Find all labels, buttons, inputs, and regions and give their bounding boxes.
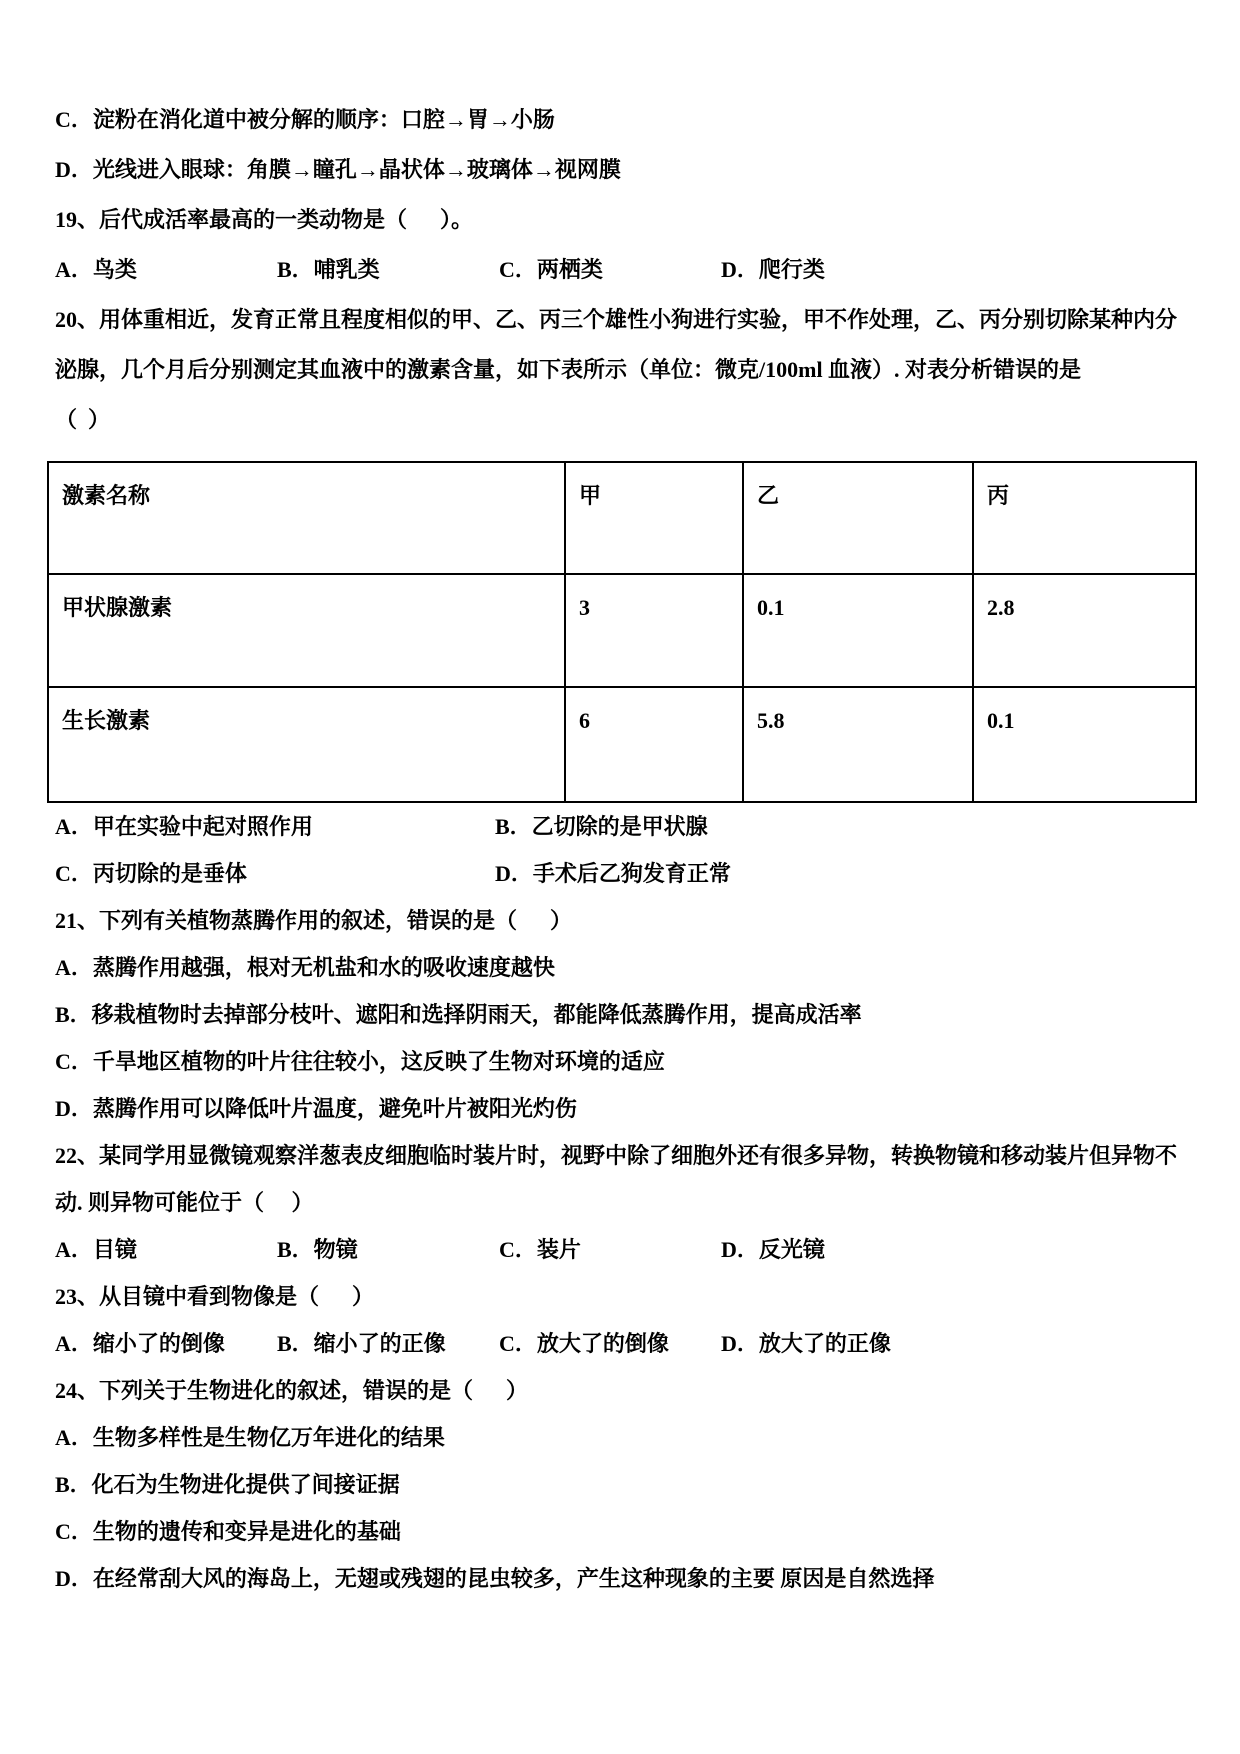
q20-option-d: D．手术后乙狗发育正常 [495,861,731,886]
cell-thyroid-bing: 2.8 [973,574,1196,687]
q24-option-a: A．生物多样性是生物亿万年进化的结果 [55,1425,445,1450]
q22-option-c: C．装片 [499,1237,581,1262]
q23-option-b: B．缩小了的正像 [277,1331,446,1356]
q20-option-b: B．乙切除的是甲状腺 [495,814,708,839]
q18-option-d: D．光线进入眼球：角膜→瞳孔→晶状体→玻璃体→视网膜 [55,157,621,182]
q20-options-row1 [55,803,1195,850]
q24-option-c: C．生物的遗传和变异是进化的基础 [55,1519,401,1544]
q21-option-c: C．千旱地区植物的叶片往往较小，这反映了生物对环境的适应 [55,1049,665,1074]
q23-stem: 23、从目镜中看到物像是（ ） [55,1284,375,1309]
q22-option-b: B．物镜 [277,1237,358,1262]
q21-option-d: D．蒸腾作用可以降低叶片温度，避免叶片被阳光灼伤 [55,1096,577,1121]
q22-stem-line1: 22、某同学用显微镜观察洋葱表皮细胞临时装片时，视野中除了细胞外还有很多异物，转换物镜和移动装片但异物不 [55,1143,1178,1168]
q20-option-c: C．丙切除的是垂体 [55,861,247,886]
q18-option-c: C．淀粉在消化道中被分解的顺序：口腔→胃→小肠 [55,107,555,132]
cell-growth-label: 生长激素 [48,687,565,802]
q24-option-b: B．化石为生物进化提供了间接证据 [55,1472,400,1497]
q20-stem-line3: （ ） [55,407,111,432]
q23-option-d: D．放大了的正像 [721,1331,891,1356]
header-cell-bing: 丙 [973,462,1196,574]
q23-option-c: C．放大了的倒像 [499,1331,669,1356]
header-cell-hormone-name: 激素名称 [48,462,565,574]
table-row-thyroid [48,574,1196,687]
q19-stem: 19、后代成活率最高的一类动物是（ ）。 [55,207,474,232]
q19-option-a: A．鸟类 [55,257,137,282]
hormone-table [47,461,1197,803]
q19-options-row [55,245,1195,295]
q22-option-a: A．目镜 [55,1237,137,1262]
q19-option-d: D．爬行类 [721,257,825,282]
q23-options-row [55,1320,1195,1367]
q21-option-b: B．移栽植物时去掉部分枝叶、遮阳和选择阴雨天，都能降低蒸腾作用，提高成活率 [55,1002,862,1027]
cell-thyroid-yi: 0.1 [743,574,973,687]
cell-thyroid-label: 甲状腺激素 [48,574,565,687]
q19-option-c: C．两栖类 [499,257,603,282]
q23-option-a: A．缩小了的倒像 [55,1331,225,1356]
table-header-row [48,462,1196,574]
header-cell-jia: 甲 [565,462,743,574]
cell-thyroid-jia: 3 [565,574,743,687]
q22-options-row [55,1226,1195,1273]
q21-option-a: A．蒸腾作用越强，根对无机盐和水的吸收速度越快 [55,955,555,980]
q21-stem: 21、下列有关植物蒸腾作用的叙述，错误的是（ ） [55,908,573,933]
q24-stem: 24、下列关于生物进化的叙述，错误的是（ ） [55,1378,529,1403]
table-row-growth [48,687,1196,802]
cell-growth-bing: 0.1 [973,687,1196,802]
cell-growth-jia: 6 [565,687,743,802]
q22-option-d: D．反光镜 [721,1237,825,1262]
q19-option-b: B．哺乳类 [277,257,380,282]
q24-option-d: D．在经常刮大风的海岛上，无翅或残翅的昆虫较多，产生这种现象的主要 原因是自然选择 [55,1566,935,1591]
q20-stem-line1: 20、用体重相近，发育正常且程度相似的甲、乙、丙三个雄性小狗进行实验，甲不作处理，乙、丙分别切除某种内分 [55,307,1178,332]
q22-stem-line2: 动. 则异物可能位于（ ） [55,1190,314,1215]
cell-growth-yi: 5.8 [743,687,973,802]
header-cell-yi: 乙 [743,462,973,574]
q20-stem-line2: 泌腺，几个月后分别测定其血液中的激素含量，如下表所示（单位：微克/100ml 血液）. 对表分析错误的是 [55,357,1082,382]
q20-option-a: A．甲在实验中起对照作用 [55,814,313,839]
q20-options-row2 [55,850,1195,897]
